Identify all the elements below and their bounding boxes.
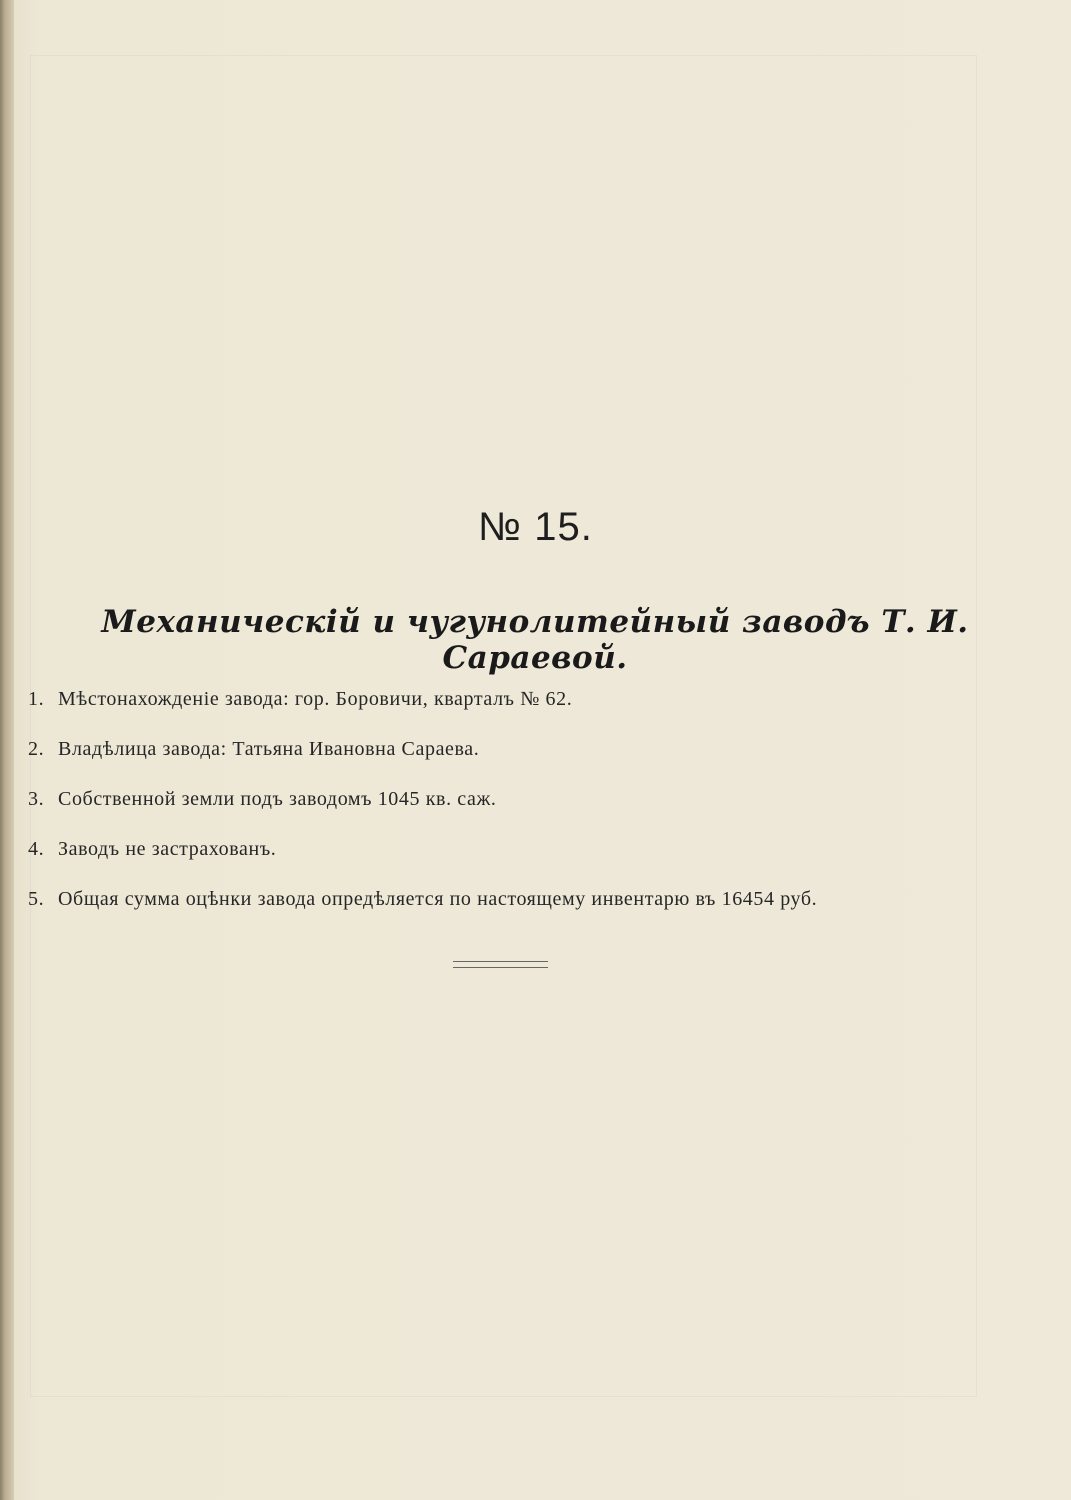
- item-number: 1.: [28, 688, 45, 710]
- factory-title: Механическiй и чугунолитейный заводъ Т. И. Сараевой.: [101, 604, 969, 676]
- item-number: 4.: [28, 838, 45, 860]
- list-item: [28, 838, 1028, 888]
- item-text: Мѣстонахожденiе завода: гор. Боровичи, кварталъ № 62.: [58, 688, 573, 710]
- item-text: Владѣлица завода: Татьяна Ивановна Сараева.: [58, 738, 480, 760]
- item-number: 5.: [28, 888, 45, 910]
- section-divider: [453, 961, 548, 968]
- item-text: Заводъ не застрахованъ.: [58, 838, 277, 860]
- list-item: [28, 738, 1028, 788]
- book-spine: [0, 0, 14, 1500]
- list-item: [28, 888, 1028, 938]
- item-text: Собственной земли подъ заводомъ 1045 кв. саж.: [58, 788, 497, 810]
- item-text: Общая сумма оцѣнки завода опредѣляется по настоящему инвентарю въ 16454 руб.: [58, 888, 818, 910]
- list-item: [28, 688, 1028, 738]
- item-number: 2.: [28, 738, 45, 760]
- document-number: № 15.: [478, 505, 593, 549]
- info-list: [28, 688, 1028, 938]
- list-item: [28, 788, 1028, 838]
- item-number: 3.: [28, 788, 45, 810]
